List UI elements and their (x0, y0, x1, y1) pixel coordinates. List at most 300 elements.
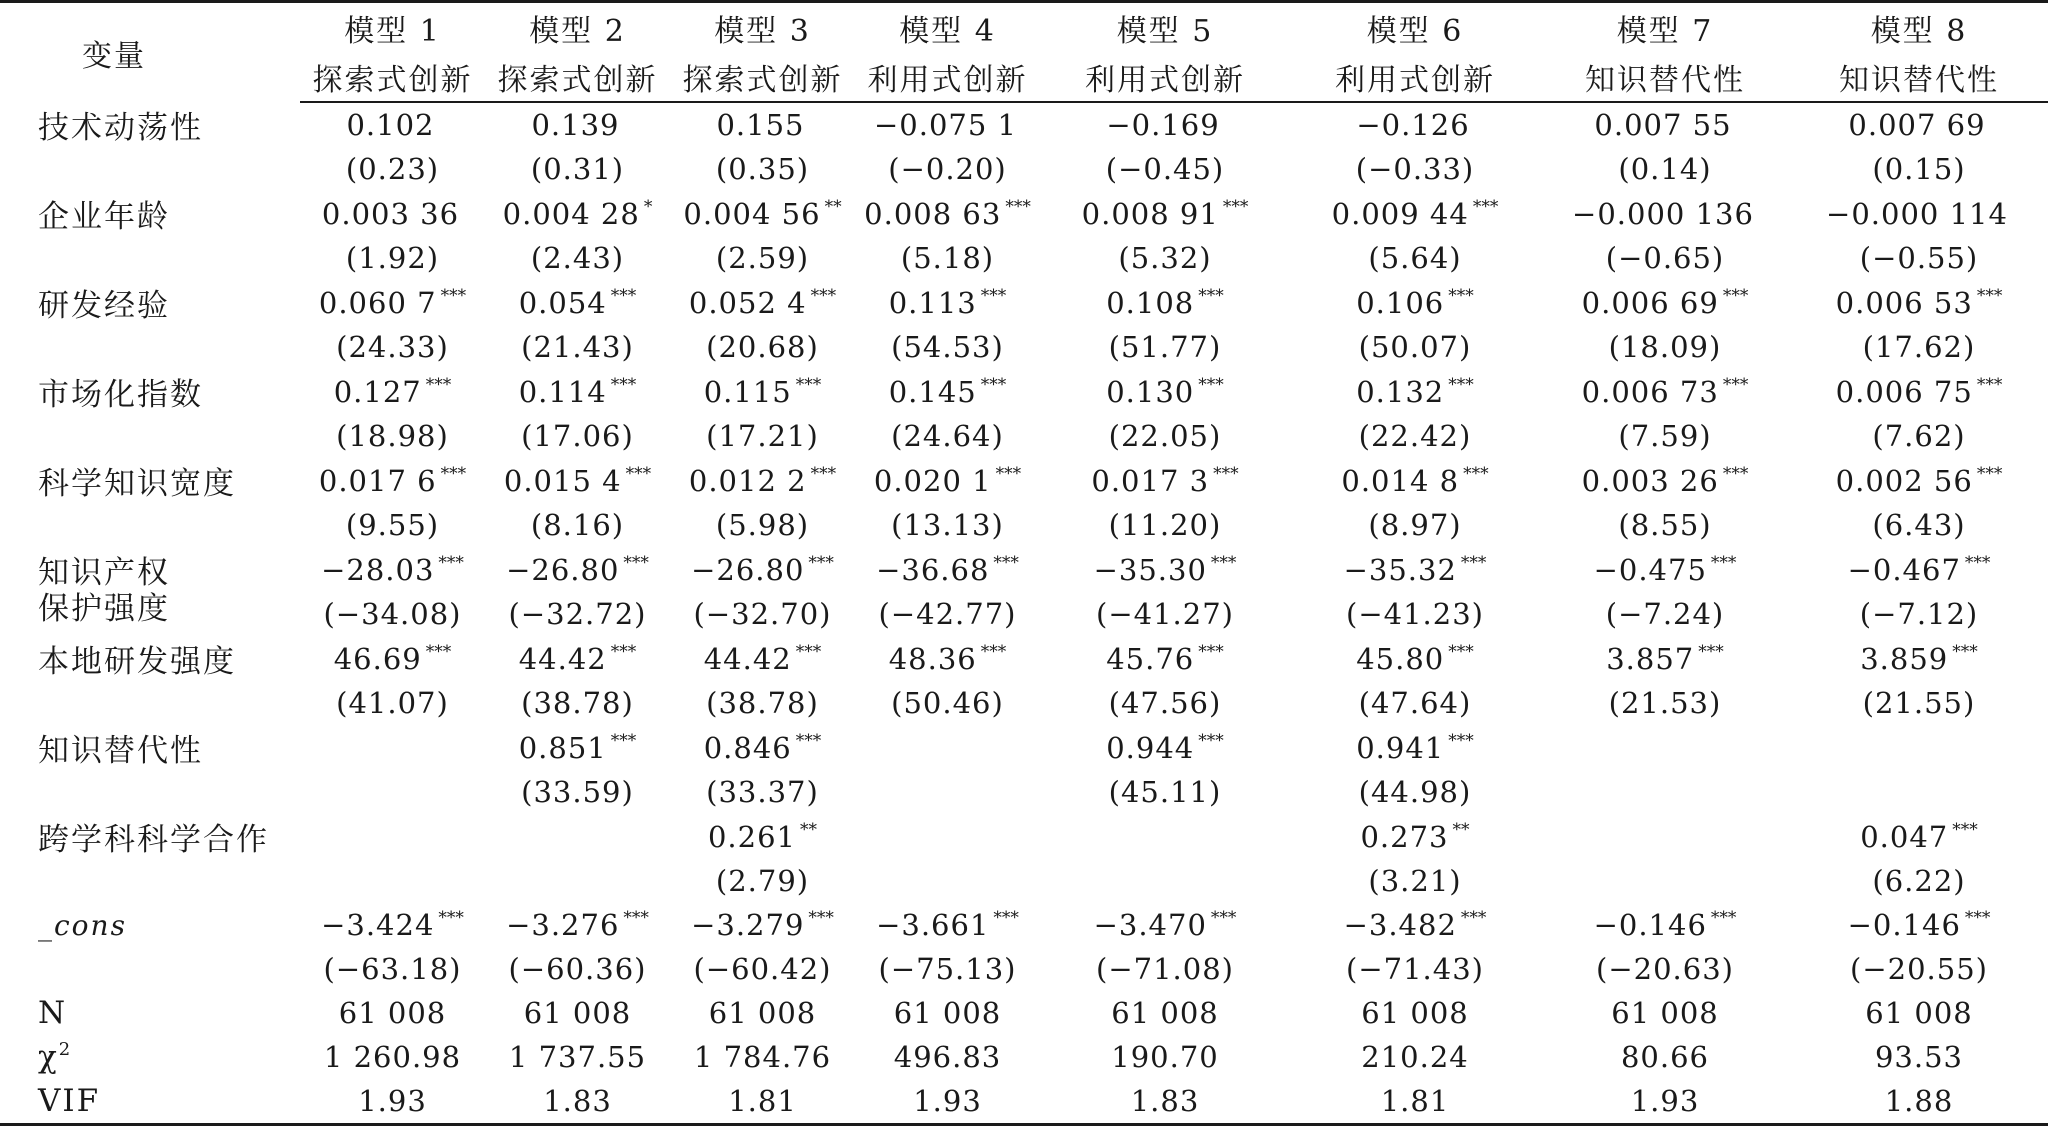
significance-stars: *** (1952, 819, 1978, 840)
stat-label-text: VIF (38, 1083, 101, 1119)
coefficient-cell (1540, 636, 1790, 681)
coefficient-value: 0.006 69 (1581, 285, 1719, 320)
coefficient-value: 0.003 26 (1581, 463, 1719, 498)
coefficient-cell (1040, 814, 1290, 859)
significance-stars: *** (1722, 285, 1749, 306)
stat-value-cell: 1.93 (1540, 1079, 1790, 1125)
coefficient-cell (485, 725, 670, 770)
variable-label-text: 本地研发强度 (38, 644, 236, 680)
t-statistic-cell: (38.78) (706, 686, 819, 720)
coefficient-cell (1540, 369, 1790, 414)
significance-stars: *** (625, 463, 652, 484)
coefficient-cell (1290, 814, 1540, 859)
t-statistic-cell: (3.21) (1368, 864, 1462, 898)
coefficient-value: 3.859 (1860, 641, 1949, 676)
t-statistic-cell (300, 859, 485, 903)
significance-stars: *** (438, 552, 464, 573)
t-statistic-row (0, 503, 2048, 547)
t-statistic-cell: (17.62) (1862, 330, 1976, 364)
coefficient-cell (670, 280, 855, 325)
model-name-header: 模型 8 (1790, 2, 2048, 53)
significance-stars: *** (808, 552, 834, 573)
coefficient-cell (1040, 280, 1290, 325)
dependent-variable-header: 利用式创新 (855, 52, 1040, 102)
t-statistic-row (0, 592, 2048, 636)
t-statistic-cell: (2.43) (530, 241, 625, 275)
t-statistic-cell: (−0.33) (1355, 152, 1475, 186)
coefficient-cell (1040, 191, 1290, 236)
variable-label-text: 科学知识宽度 (38, 466, 236, 502)
coefficient-cell (1540, 280, 1790, 325)
coefficient-cell (1790, 191, 2048, 236)
significance-stars: *** (810, 285, 837, 306)
coefficient-cell (300, 903, 485, 947)
significance-stars: *** (1964, 552, 1991, 573)
coefficient-cell (670, 547, 855, 592)
t-statistic-cell (1540, 770, 1790, 814)
stat-value-cell: 61 008 (1361, 996, 1469, 1030)
stat-value-cell: 61 008 (338, 996, 447, 1030)
stat-label-text: N (38, 995, 68, 1031)
coefficient-value: 0.145 (888, 374, 977, 409)
stat-value-cell: 93.53 (1874, 1040, 1964, 1074)
coefficient-cell (485, 280, 670, 325)
t-statistic-cell: (0.23) (345, 152, 440, 186)
stat-value-cell: 61 008 (708, 996, 817, 1030)
t-statistic-cell: (−20.63) (1596, 952, 1734, 986)
stat-value-cell: 61 008 (1111, 996, 1219, 1030)
coefficient-value: 0.017 6 (318, 463, 437, 498)
t-statistic-cell: (24.64) (891, 419, 1004, 453)
significance-stars: *** (1976, 285, 2003, 306)
t-statistic-cell: (21.43) (521, 330, 634, 364)
coefficient-cell (300, 547, 485, 592)
stat-value-cell: 1 260.98 (323, 1040, 462, 1074)
variable-label-text: 跨学科科学合作 (38, 822, 269, 858)
coefficient-cell (670, 458, 855, 503)
coefficient-value: 0.273 (1360, 819, 1449, 854)
coefficient-cell (1290, 636, 1540, 681)
t-statistic-cell: (8.97) (1368, 508, 1462, 542)
significance-stars: *** (1710, 552, 1737, 573)
model-name-header: 模型 6 (1290, 2, 1540, 53)
coefficient-cell (670, 725, 855, 770)
variable-label (0, 903, 300, 947)
coefficient-cell (670, 102, 855, 147)
t-statistic-cell: (0.15) (1872, 152, 1966, 186)
coefficient-value: −3.661 (876, 908, 990, 942)
coefficient-value: 0.006 73 (1581, 374, 1719, 409)
coefficient-cell (1040, 903, 1290, 947)
coefficient-value: 0.114 (518, 374, 607, 409)
variable-label (0, 369, 300, 414)
coefficient-cell (300, 102, 485, 147)
table-body (0, 102, 2048, 1125)
coefficient-cell (300, 636, 485, 681)
coefficient-value: 0.108 (1106, 285, 1195, 320)
variable-label (0, 725, 300, 770)
variable-label (0, 636, 300, 681)
coefficient-cell (300, 725, 485, 770)
t-statistic-cell: (−0.65) (1605, 241, 1725, 275)
coefficient-value: −3.279 (691, 908, 805, 942)
t-statistic-row (0, 770, 2048, 814)
variable-label-text: 企业年龄 (38, 199, 170, 235)
coefficient-cell (1790, 280, 2048, 325)
stat-value-cell: 1.83 (1040, 1079, 1290, 1125)
coefficient-cell (855, 903, 1040, 947)
variable-label-text: 知识产权 (38, 555, 170, 591)
coefficient-value: −0.000 114 (1826, 196, 2008, 231)
t-statistic-cell: (−75.13) (878, 952, 1017, 986)
significance-stars: *** (1952, 641, 1978, 662)
t-statistic-row (0, 681, 2048, 725)
t-statistic-row (0, 147, 2048, 191)
model-name-header: 模型 1 (300, 2, 485, 53)
significance-stars: *** (1198, 641, 1224, 662)
coefficient-value: 0.106 (1356, 285, 1445, 320)
coefficient-value: 0.007 55 (1594, 108, 1732, 142)
t-statistic-cell: (50.46) (891, 686, 1004, 720)
stat-value-cell: 1 737.55 (508, 1040, 647, 1074)
coefficient-cell (1290, 191, 1540, 236)
t-statistic-cell: (45.11) (1108, 775, 1222, 809)
coefficient-cell (485, 458, 670, 503)
variable-label-continuation (0, 147, 300, 191)
significance-stars: *** (1460, 908, 1487, 928)
stat-label (0, 991, 300, 1035)
coefficient-value: 0.052 4 (688, 285, 807, 320)
summary-stat-row (0, 1079, 2048, 1125)
significance-stars: *** (623, 908, 649, 928)
significance-stars: *** (980, 285, 1007, 306)
coefficient-cell (1540, 458, 1790, 503)
coefficient-cell (670, 814, 855, 859)
dependent-variable-header: 利用式创新 (1290, 52, 1540, 102)
t-statistic-cell: (2.79) (715, 864, 810, 898)
t-statistic-cell: (−7.12) (1859, 597, 1979, 631)
coefficient-value: 0.846 (703, 730, 792, 765)
t-statistic-cell: (−71.43) (1346, 952, 1484, 986)
coefficient-row (0, 814, 2048, 859)
model-name-header: 模型 3 (670, 2, 855, 53)
t-statistic-cell: (21.53) (1608, 686, 1722, 720)
coefficient-row (0, 280, 2048, 325)
t-statistic-cell: (44.98) (1358, 775, 1472, 809)
header-row-model-names (0, 2, 2048, 53)
summary-stat-row (0, 991, 2048, 1035)
t-statistic-cell: (33.37) (706, 775, 819, 809)
coefficient-cell (1040, 636, 1290, 681)
coefficient-value: 0.017 3 (1091, 463, 1210, 498)
coefficient-value: 46.69 (333, 641, 422, 676)
significance-stars: *** (425, 641, 452, 662)
coefficient-cell (1540, 102, 1790, 147)
t-statistic-cell: (−32.70) (693, 597, 832, 631)
coefficient-value: −0.146 (1847, 908, 1961, 942)
variable-label (0, 280, 300, 325)
coefficient-value: 0.139 (531, 108, 620, 142)
coefficient-row (0, 725, 2048, 770)
coefficient-cell (1790, 369, 2048, 414)
coefficient-value: 0.004 28 (502, 196, 640, 231)
coefficient-value: 3.857 (1606, 641, 1695, 676)
t-statistic-cell: (5.64) (1368, 241, 1462, 275)
coefficient-value: −28.03 (321, 552, 435, 587)
t-statistic-cell: (47.64) (1358, 686, 1472, 720)
coefficient-value: −0.467 (1847, 552, 1961, 587)
coefficient-value: −26.80 (506, 552, 620, 587)
t-statistic-cell: (7.59) (1618, 419, 1712, 453)
significance-stars: *** (438, 908, 464, 928)
coefficient-cell (485, 903, 670, 947)
significance-stars: *** (1448, 374, 1474, 395)
coefficient-cell (1290, 903, 1540, 947)
variable-column-header: 变量 (0, 2, 300, 103)
model-name-header: 模型 4 (855, 2, 1040, 53)
coefficient-value: −3.482 (1343, 908, 1457, 942)
t-statistic-cell: (−41.27) (1096, 597, 1234, 631)
stat-value-cell: 1 784.76 (693, 1040, 832, 1074)
model-name-header: 模型 5 (1040, 2, 1290, 53)
coefficient-row (0, 636, 2048, 681)
t-statistic-cell (855, 859, 1040, 903)
coefficient-row (0, 903, 2048, 947)
t-statistic-cell: (−34.08) (323, 597, 462, 631)
stat-value-cell: 1.93 (855, 1079, 1040, 1125)
t-statistic-cell: (22.05) (1108, 419, 1222, 453)
coefficient-cell (300, 369, 485, 414)
t-statistic-cell: (22.42) (1358, 419, 1472, 453)
variable-label-text-line2: 保护强度 (38, 591, 170, 627)
significance-stars: *** (1460, 552, 1487, 573)
t-statistic-cell: (8.16) (530, 508, 625, 542)
t-statistic-cell: (1.92) (345, 241, 440, 275)
stat-value-cell: 1.81 (1290, 1079, 1540, 1125)
coefficient-value: 0.009 44 (1331, 196, 1469, 231)
significance-stars: *** (808, 908, 834, 928)
t-statistic-cell: (−7.24) (1605, 597, 1725, 631)
model-name-header: 模型 2 (485, 2, 670, 53)
stat-value-cell: 1.93 (300, 1079, 485, 1125)
significance-stars: *** (810, 463, 837, 484)
coefficient-cell (300, 458, 485, 503)
t-statistic-cell: (11.20) (1108, 508, 1222, 542)
variable-label-text: 市场化指数 (38, 377, 203, 413)
coefficient-row (0, 547, 2048, 592)
variable-label-continuation (0, 325, 300, 369)
significance-stars: *** (1722, 463, 1749, 484)
t-statistic-cell: (41.07) (336, 686, 449, 720)
dependent-variable-header: 利用式创新 (1040, 52, 1290, 102)
significance-stars: *** (440, 285, 467, 306)
stat-value-cell: 61 008 (1865, 996, 1973, 1030)
significance-stars: *** (993, 552, 1019, 573)
t-statistic-cell: (18.98) (336, 419, 449, 453)
variable-label-continuation (0, 947, 300, 991)
t-statistic-cell: (8.55) (1618, 508, 1712, 542)
coefficient-value: 0.102 (346, 108, 435, 142)
significance-stars: * (643, 196, 653, 217)
t-statistic-cell: (−60.42) (693, 952, 832, 986)
table-header (0, 2, 2048, 103)
significance-stars: ** (800, 819, 818, 840)
t-statistic-cell: (−20.55) (1850, 952, 1988, 986)
coefficient-cell (1790, 725, 2048, 770)
coefficient-value: 0.115 (703, 374, 792, 409)
coefficient-value: −3.276 (506, 908, 620, 942)
t-statistic-cell: (24.33) (336, 330, 449, 364)
coefficient-value: 0.006 75 (1835, 374, 1973, 409)
coefficient-cell (855, 458, 1040, 503)
significance-stars: *** (1005, 196, 1031, 217)
significance-stars: *** (425, 374, 452, 395)
t-statistic-cell: (51.77) (1108, 330, 1222, 364)
variable-label-continuation (0, 770, 300, 814)
t-statistic-cell: (0.35) (715, 152, 810, 186)
coefficient-cell (1040, 369, 1290, 414)
coefficient-cell (855, 814, 1040, 859)
coefficient-value: 0.008 91 (1081, 196, 1219, 231)
coefficient-row (0, 191, 2048, 236)
t-statistic-cell: (−0.55) (1859, 241, 1979, 275)
coefficient-cell (1540, 725, 1790, 770)
stat-value-cell: 496.83 (893, 1040, 1002, 1074)
summary-stat-row (0, 1035, 2048, 1079)
coefficient-cell (1790, 102, 2048, 147)
coefficient-cell (670, 636, 855, 681)
coefficient-value: 0.261 (707, 819, 797, 854)
t-statistic-cell: (17.21) (706, 419, 819, 453)
coefficient-value: 0.851 (518, 730, 607, 765)
significance-stars: *** (1448, 285, 1474, 306)
coefficient-cell (1790, 636, 2048, 681)
t-statistic-cell (855, 770, 1040, 814)
coefficient-value: 0.020 1 (873, 463, 992, 498)
coefficient-value: 0.012 2 (688, 463, 807, 498)
variable-label (0, 191, 300, 236)
t-statistic-cell: (20.68) (706, 330, 819, 364)
coefficient-cell (1290, 102, 1540, 147)
significance-stars: *** (1710, 908, 1737, 928)
t-statistic-cell: (54.53) (891, 330, 1004, 364)
variable-label (0, 814, 300, 859)
coefficient-value: −0.126 (1356, 108, 1470, 142)
significance-stars: *** (980, 641, 1007, 662)
coefficient-row (0, 102, 2048, 147)
coefficient-row (0, 458, 2048, 503)
variable-label-text: 研发经验 (38, 288, 170, 324)
coefficient-value: 0.015 4 (503, 463, 622, 498)
coefficient-cell (1290, 458, 1540, 503)
t-statistic-cell: (0.31) (530, 152, 625, 186)
t-statistic-row (0, 236, 2048, 280)
t-statistic-cell: (9.55) (345, 508, 440, 542)
stat-value-cell: 1.88 (1790, 1079, 2048, 1125)
coefficient-cell (855, 636, 1040, 681)
variable-label-continuation (0, 414, 300, 458)
significance-stars: ** (1452, 819, 1470, 840)
t-statistic-cell: (−71.08) (1096, 952, 1234, 986)
coefficient-cell (1790, 547, 2048, 592)
coefficient-value: 44.42 (703, 641, 792, 676)
significance-stars: *** (795, 374, 822, 395)
variable-label-text: 技术动荡性 (38, 110, 203, 146)
stat-value-cell: 80.66 (1620, 1040, 1710, 1074)
t-statistic-cell: (−0.45) (1105, 152, 1225, 186)
significance-stars: *** (795, 641, 822, 662)
significance-stars: *** (1198, 374, 1224, 395)
t-statistic-cell: (17.06) (521, 419, 634, 453)
stat-label-text: χ (38, 1039, 59, 1075)
significance-stars: *** (610, 374, 637, 395)
coefficient-value: 0.008 63 (864, 196, 1002, 231)
significance-stars: *** (1448, 730, 1474, 751)
significance-stars: *** (1976, 463, 2003, 484)
t-statistic-cell: (2.59) (715, 241, 810, 275)
coefficient-value: 0.113 (888, 285, 977, 320)
significance-stars: *** (1210, 908, 1237, 928)
variable-label-text: _cons (38, 909, 127, 942)
coefficient-cell (300, 280, 485, 325)
coefficient-value: −35.30 (1093, 552, 1207, 587)
t-statistic-cell: (50.07) (1358, 330, 1472, 364)
t-statistic-cell: (7.62) (1872, 419, 1966, 453)
t-statistic-cell: (−41.23) (1346, 597, 1484, 631)
coefficient-cell (485, 814, 670, 859)
significance-stars: ** (824, 196, 842, 217)
variable-label-text: 知识替代性 (38, 733, 203, 769)
coefficient-cell (485, 636, 670, 681)
coefficient-value: 45.80 (1356, 641, 1445, 676)
coefficient-cell (485, 547, 670, 592)
coefficient-cell (855, 369, 1040, 414)
coefficient-cell (1540, 191, 1790, 236)
significance-stars: *** (1198, 285, 1224, 306)
variable-label-continuation (0, 236, 300, 280)
t-statistic-cell (1040, 859, 1290, 903)
coefficient-cell (485, 191, 670, 236)
coefficient-value: 0.941 (1356, 730, 1445, 765)
coefficient-value: −36.68 (876, 552, 990, 587)
coefficient-cell (855, 191, 1040, 236)
coefficient-value: −26.80 (691, 552, 805, 587)
dependent-variable-header: 探索式创新 (300, 52, 485, 102)
t-statistic-cell: (5.18) (900, 241, 995, 275)
significance-stars: *** (610, 285, 637, 306)
t-statistic-cell: (21.55) (1862, 686, 1976, 720)
significance-stars: *** (795, 730, 822, 751)
variable-label (0, 547, 300, 592)
coefficient-value: −0.146 (1593, 908, 1707, 942)
coefficient-value: 0.047 (1860, 819, 1949, 854)
stat-value-cell: 190.70 (1111, 1040, 1219, 1074)
coefficient-value: 0.132 (1356, 374, 1445, 409)
t-statistic-cell: (5.32) (1118, 241, 1212, 275)
significance-stars: *** (1463, 463, 1489, 484)
t-statistic-cell: (18.09) (1608, 330, 1722, 364)
t-statistic-cell: (−0.20) (888, 152, 1007, 186)
t-statistic-cell: (5.98) (715, 508, 810, 542)
coefficient-value: 45.76 (1106, 641, 1195, 676)
coefficient-value: −0.169 (1106, 108, 1220, 142)
t-statistic-row (0, 947, 2048, 991)
coefficient-cell (300, 814, 485, 859)
significance-stars: *** (1448, 641, 1474, 662)
coefficient-value: −0.000 136 (1572, 196, 1754, 231)
coefficient-cell (1290, 280, 1540, 325)
coefficient-value: 0.054 (518, 285, 607, 320)
